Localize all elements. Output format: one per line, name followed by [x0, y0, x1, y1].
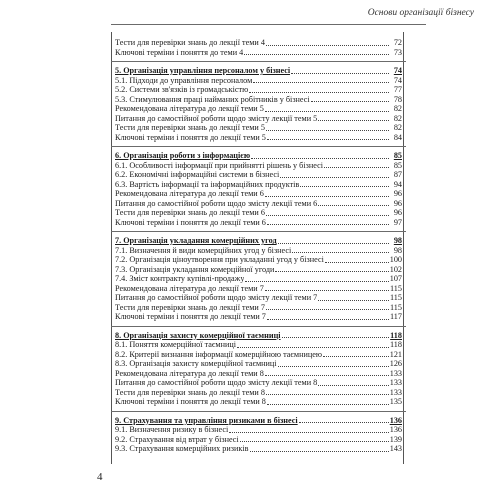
toc-entry-label: Рекомендована література до лекції теми 7: [115, 283, 264, 293]
dot-leader: [292, 252, 389, 253]
toc-entry[interactable]: [115, 255, 402, 265]
toc-entry-page-number: 143: [389, 444, 402, 453]
toc-entry-page-number: 118: [390, 330, 402, 340]
section-separator: [111, 146, 406, 147]
dot-leader: [229, 432, 388, 433]
toc-entry-label: 5.2. Системи зв'язків із громадськістю: [115, 85, 249, 94]
table-of-contents: [115, 38, 402, 454]
toc-entry[interactable]: [115, 425, 402, 435]
toc-entry-page-number: 117: [390, 312, 402, 321]
dot-leader: [251, 158, 389, 159]
toc-entry-label: Тести для перевірки знань до лекції теми 4: [115, 38, 265, 47]
toc-entry[interactable]: [115, 444, 402, 454]
dot-leader: [266, 215, 389, 216]
toc-entry[interactable]: [115, 189, 402, 199]
toc-entry[interactable]: [115, 133, 402, 143]
dot-leader: [280, 177, 389, 178]
dot-leader: [323, 356, 389, 357]
toc-section-heading[interactable]: [115, 236, 402, 246]
toc-entry-label: Питання до самостійної роботи щодо змісту лекції теми 5: [115, 113, 318, 123]
toc-entry-page-number: 139: [389, 434, 402, 444]
toc-entry[interactable]: [115, 312, 402, 322]
dot-leader: [299, 422, 389, 423]
toc-entry-page-number: 72: [393, 38, 402, 47]
toc-entry[interactable]: [115, 435, 402, 445]
toc-entry-label: Ключові терміни і поняття до лекції теми 5: [115, 132, 266, 142]
toc-entry-label: 8.3. Організація захисту комерційної таємниці: [115, 359, 277, 368]
toc-entry-label: 9. Страхування та управління ризиками в бізнесі: [115, 415, 298, 425]
dot-leader: [266, 309, 389, 310]
toc-entry-label: 9.3. Страхування комерційних ризиків: [115, 444, 249, 453]
toc-entry-label: 6.3. Вартість інформації та інформаційних продуктів: [115, 179, 300, 189]
toc-entry[interactable]: [115, 180, 402, 190]
dot-leader: [267, 404, 389, 405]
section-separator: [111, 411, 406, 412]
dot-leader: [265, 196, 389, 197]
toc-entry[interactable]: [115, 218, 402, 228]
toc-entry-page-number: 82: [393, 123, 402, 132]
dot-leader: [265, 290, 389, 291]
toc-entry[interactable]: [115, 284, 402, 294]
dot-leader: [237, 347, 389, 348]
toc-entry-page-number: 96: [393, 189, 402, 198]
dot-leader: [318, 385, 388, 386]
toc-entry-page-number: 97: [393, 217, 402, 227]
dot-leader: [325, 262, 389, 263]
toc-entry-label: Ключові терміни і поняття до теми 4: [115, 47, 244, 57]
toc-entry-page-number: 96: [393, 198, 402, 208]
toc-entry-label: 7.4. Зміст контракту купівлі-продажу: [115, 274, 245, 283]
toc-entry-page-number: 94: [393, 179, 402, 189]
dot-leader: [324, 167, 389, 168]
toc-entry-page-number: 115: [390, 293, 402, 302]
toc-entry-label: 7.1. Визначення й види комерційних угод у бізнесі: [115, 245, 292, 255]
dot-leader: [265, 111, 389, 112]
dot-leader: [318, 300, 389, 301]
dot-leader: [245, 281, 388, 282]
toc-entry-label: 6.2. Економічні інформаційні системи в бізнесі: [115, 170, 280, 179]
toc-entry-page-number: 85: [393, 151, 402, 160]
toc-entry-page-number: 82: [393, 104, 402, 113]
toc-entry-page-number: 107: [389, 274, 402, 283]
dot-leader: [267, 224, 389, 225]
dot-leader: [311, 101, 389, 102]
toc-entry-page-number: 74: [393, 75, 402, 85]
toc-entry-page-number: 100: [389, 255, 402, 264]
section-separator: [111, 61, 406, 62]
toc-entry-page-number: 115: [390, 302, 402, 312]
dot-leader: [278, 366, 389, 367]
toc-entry[interactable]: [115, 378, 402, 388]
dot-leader: [249, 92, 389, 93]
toc-entry[interactable]: [115, 388, 402, 398]
toc-entry-page-number: 98: [393, 236, 402, 245]
toc-entry[interactable]: [115, 350, 402, 360]
dot-leader: [253, 82, 389, 83]
toc-entry-label: 8.1. Поняття комерційної таємниці: [115, 340, 237, 349]
toc-entry-page-number: 102: [389, 264, 402, 274]
dot-leader: [275, 271, 388, 272]
toc-entry-page-number: 115: [390, 283, 402, 293]
dot-leader: [278, 243, 389, 244]
toc-entry-page-number: 133: [389, 368, 402, 378]
toc-entry-page-number: 87: [393, 170, 402, 179]
toc-entry-label: Ключові терміни і поняття до лекції теми 8: [115, 397, 266, 406]
toc-entry-page-number: 126: [389, 359, 402, 368]
dot-leader: [266, 394, 389, 395]
toc-entry-label: Тести для перевірки знань до лекції теми 8: [115, 387, 265, 397]
toc-entry[interactable]: [115, 114, 402, 124]
toc-section-heading[interactable]: [115, 151, 402, 161]
toc-entry[interactable]: [115, 95, 402, 105]
toc-entry-label: 6. Організація роботи з інформацією: [115, 151, 251, 160]
toc-entry[interactable]: [115, 104, 402, 114]
section-separator: [111, 326, 406, 327]
toc-entry[interactable]: [115, 246, 402, 256]
running-header-title: Основи організації бізнесу: [367, 8, 474, 18]
toc-entry-page-number: 135: [389, 397, 402, 406]
toc-entry-label: 5. Організація управління персоналом у бізнесі: [115, 66, 291, 75]
toc-section-heading[interactable]: [115, 66, 402, 76]
toc-entry-page-number: 96: [393, 208, 402, 217]
toc-entry-page-number: 73: [393, 47, 402, 57]
toc-entry-page-number: 121: [389, 349, 402, 359]
header-rule: [111, 24, 426, 25]
dot-leader: [266, 130, 389, 131]
toc-entry-label: Рекомендована література до лекції теми 5: [115, 104, 264, 113]
toc-entry[interactable]: [115, 199, 402, 209]
toc-entry[interactable]: [115, 265, 402, 275]
toc-entry-page-number: 85: [393, 160, 402, 170]
toc-entry-label: Питання до самостійної роботи щодо змісту лекції теми 6: [115, 198, 318, 208]
toc-entry[interactable]: [115, 340, 402, 350]
toc-entry-label: Тести для перевірки знань до лекції теми 5: [115, 123, 265, 132]
toc-entry[interactable]: [115, 369, 402, 379]
toc-entry[interactable]: [115, 38, 402, 48]
toc-entry[interactable]: [115, 48, 402, 58]
toc-entry-label: 5.1. Підходи до управління персоналом: [115, 75, 253, 85]
toc-entry-page-number: 98: [393, 245, 402, 255]
dot-leader: [240, 441, 389, 442]
toc-entry-page-number: 77: [393, 85, 402, 94]
dot-leader: [267, 139, 389, 140]
toc-entry-page-number: 82: [393, 113, 402, 123]
toc-entry-label: 7.3. Організація укладання комерційної угоди: [115, 264, 275, 274]
toc-entry[interactable]: [115, 76, 402, 86]
toc-entry-page-number: 136: [389, 425, 402, 434]
toc-entry-label: Рекомендована література до лекції теми 6: [115, 189, 264, 198]
toc-entry[interactable]: [115, 170, 402, 180]
toc-entry[interactable]: [115, 85, 402, 95]
toc-section-heading[interactable]: [115, 416, 402, 426]
toc-entry-label: Питання до самостійної роботи щодо змісту лекції теми 7: [115, 293, 318, 302]
dot-leader: [250, 451, 389, 452]
toc-entry-page-number: 84: [393, 132, 402, 142]
toc-entry-page-number: 133: [389, 387, 402, 397]
toc-entry-label: 5.3. Стимулювання праці найманих робітників у бізнесі: [115, 94, 310, 104]
toc-entry[interactable]: [115, 208, 402, 218]
toc-entry-label: 9.1. Визначення ризику в бізнесі: [115, 425, 229, 434]
toc-entry-label: Рекомендована література до лекції теми 8: [115, 368, 264, 378]
toc-entry-page-number: 74: [393, 66, 402, 75]
toc-entry[interactable]: [115, 359, 402, 369]
dot-leader: [291, 73, 389, 74]
toc-entry-label: 7. Організація укладання комерційних угод: [115, 236, 277, 245]
toc-entry-label: Тести для перевірки знань до лекції теми 6: [115, 208, 265, 217]
toc-entry-label: 9.2. Страхування від втрат у бізнесі: [115, 434, 239, 444]
toc-entry[interactable]: [115, 161, 402, 171]
toc-entry[interactable]: [115, 274, 402, 284]
toc-entry-label: 8. Організація захисту комерційної таємниці: [115, 330, 281, 340]
dot-leader: [282, 337, 389, 338]
toc-entry[interactable]: [115, 303, 402, 313]
toc-entry-label: 8.2. Критерії визнання інформації комерційною таємницею: [115, 349, 322, 359]
dot-leader: [265, 375, 389, 376]
section-separator: [111, 231, 406, 232]
dot-leader: [300, 186, 389, 187]
toc-entry[interactable]: [115, 397, 402, 407]
toc-entry-label: Ключові терміни і поняття до лекції теми 7: [115, 312, 266, 321]
dot-leader: [318, 120, 389, 121]
toc-entry-page-number: 136: [389, 415, 402, 425]
toc-entry[interactable]: [115, 123, 402, 133]
toc-entry-label: Ключові терміни і поняття до лекції теми 6: [115, 217, 266, 227]
toc-entry-label: 7.2. Організація ціноутворення при укладанні угод у бізнесі: [115, 255, 324, 264]
toc-section-heading[interactable]: [115, 331, 402, 341]
toc-entry-page-number: 78: [393, 94, 402, 104]
toc-entry-label: Питання до самостійної роботи щодо змісту лекції теми 8: [115, 378, 318, 387]
toc-entry-page-number: 133: [389, 378, 402, 387]
dot-leader: [244, 54, 389, 55]
toc-entry-label: Тести для перевірки знань до лекції теми 7: [115, 302, 265, 312]
dot-leader: [266, 45, 389, 46]
toc-entry[interactable]: [115, 293, 402, 303]
dot-leader: [318, 205, 389, 206]
dot-leader: [267, 319, 389, 320]
toc-entry-page-number: 118: [390, 340, 402, 349]
page-number: 4: [97, 471, 103, 483]
toc-entry-label: 6.1. Особливості інформації при прийнятті рішень у бізнесі: [115, 160, 323, 170]
